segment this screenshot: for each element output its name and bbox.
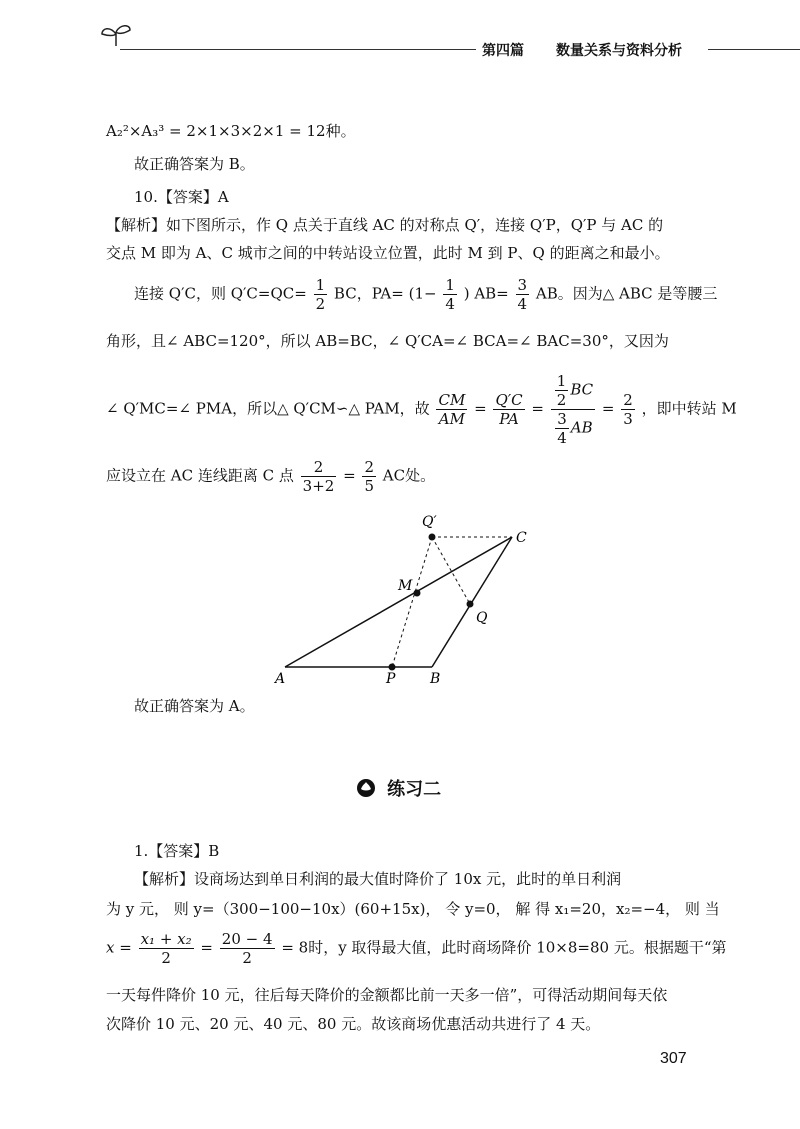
section-title-practice: 练习二: [387, 779, 442, 800]
q10-analysis-l6: 应设立在 AC 连线距离 C 点 $\frac{2}{3+2}$ = $\frac{2}{5}$ AC处。: [106, 458, 436, 495]
header-rule-left: [120, 49, 476, 50]
q10-analysis-l4: 角形，且∠ ABC=120°，所以 AB=BC，∠ Q′CA=∠ BCA=∠ BAC=30°，又因为: [106, 332, 669, 350]
frac-num: 2: [301, 458, 337, 477]
q10-analysis-l2: 交点 M 即为 A、C 城市之间的中转站设立位置，此时 M 到 P、Q 的距离之和最小。: [106, 244, 670, 262]
frac-num: 1: [315, 276, 326, 294]
frac-den: 4: [517, 295, 528, 313]
frac-den: [551, 410, 595, 447]
fraction-2-5: [362, 458, 376, 495]
text-seg: = 8时，y 取得最大值，此时商场降价 10×8=80 元。根据题干“第: [281, 938, 727, 957]
label-m: M: [398, 578, 413, 594]
frac-num: [551, 372, 595, 410]
text-seg: BC，PA=: [333, 284, 404, 303]
frac-num: 1: [556, 372, 567, 390]
point-m: [414, 590, 421, 597]
frac-num: 20 − 4: [221, 930, 273, 948]
fraction-compound: [551, 372, 595, 447]
frac-num: 1: [445, 276, 455, 294]
fraction-2-3plus2: [301, 458, 337, 495]
frac-num: CM: [438, 391, 466, 409]
text-seg: 应设立在 AC 连线距离 C 点: [106, 466, 294, 485]
section-heading: [356, 775, 441, 801]
q10-analysis-l3: [134, 276, 717, 313]
label-a: A: [275, 671, 286, 687]
q10-analysis-l1: 【解析】如下图所示，作 Q 点关于直线 AC 的对称点 Q′，连接 Q′P，Q′P 与 AC 的: [106, 216, 664, 234]
frac-den: 3+2: [302, 477, 335, 495]
point-q: [467, 601, 474, 608]
text-seg: x =: [106, 938, 132, 957]
frac-den: 4: [445, 295, 455, 313]
frac-num: 2: [364, 458, 374, 476]
paren: ): [463, 284, 470, 303]
sprout-icon: [98, 22, 134, 48]
answer-line: 故正确答案为 B。: [134, 155, 255, 173]
frac-num: 2: [623, 391, 633, 409]
point-q-prime: [429, 534, 436, 541]
paren: (1−: [408, 284, 437, 303]
fraction-cm-am: [436, 391, 467, 428]
frac-num: x₁ + x₂: [140, 930, 192, 948]
label-p: P: [386, 671, 396, 687]
lotus-icon: [356, 778, 376, 798]
frac-num: 3: [557, 410, 567, 428]
frac-den: 2: [556, 391, 567, 409]
final-answer: 故正确答案为 A。: [134, 697, 255, 715]
frac-var: AB: [570, 418, 593, 437]
fraction-two-third: [621, 391, 635, 428]
frac-var: BC: [570, 380, 594, 399]
label-q-prime: Q′: [422, 514, 437, 530]
label-c: C: [516, 530, 527, 546]
text-seg: AB=: [474, 284, 509, 303]
q1-analysis-l4: 一天每件降价 10 元，往后每天降价的金额都比前一天多一倍”，可得活动期间每天依: [106, 986, 668, 1004]
q1-analysis-l1: 【解析】设商场达到单日利润的最大值时降价了 10x 元，此时的单日利润: [134, 870, 622, 888]
fraction-20-4: [220, 930, 275, 967]
text-seg: 连接 Q′C，则 Q′C=QC=: [134, 284, 307, 303]
frac-num: 3: [517, 276, 528, 294]
frac-inner: [555, 410, 569, 447]
q1-analysis-l2: 为 y 元， 则 y=（300−100−10x）(60+15x)， 令 y=0， 解 得 x₁=20，x₂=−4， 则 当: [106, 900, 720, 918]
frac-inner: [555, 372, 569, 409]
geometry-figure: [260, 510, 560, 690]
frac-den: 2: [242, 949, 252, 967]
permutation-formula: A₂²×A₃³ = 2×1×3×2×1 = 12种。: [106, 122, 356, 140]
frac-num: Q′C: [495, 391, 523, 409]
page-number: 307: [660, 1050, 687, 1067]
fraction-qc-pa: [493, 391, 524, 428]
q10-analysis-l5: ∠ Q′MC=∠ PMA，所以△ Q′CM∽△ PAM，故 $\frac{CM}{AM}$ = $\frac{Q'C}{PA}$ = $\frac{1}{2}$ BC $\frac{3}{4}$ AB = $\frac{2}{3}$ ，即中转站 M: [106, 372, 737, 447]
segment-qp-q: [432, 537, 470, 604]
fraction-x1x2: [139, 930, 194, 967]
fraction-half: [314, 276, 328, 313]
q10-answer: 10.【答案】A: [134, 188, 229, 206]
label-b: B: [430, 671, 441, 687]
frac-den: 2: [161, 949, 171, 967]
frac-den: 5: [364, 477, 374, 495]
q1-answer: 1.【答案】B: [134, 842, 220, 860]
chapter-title: 第四篇: [482, 43, 524, 59]
fraction-three-quarter: [516, 276, 530, 313]
q1-analysis-l5: 次降价 10 元、20 元、40 元、80 元。故该商场优惠活动共进行了 4 天。: [106, 1015, 601, 1033]
header-rule-right: [708, 49, 800, 50]
frac-den: 4: [557, 429, 567, 447]
text-seg: ，即中转站 M: [641, 399, 737, 418]
text-seg: AB。因为△ ABC 是等腰三: [535, 284, 718, 303]
fraction-quarter: [443, 276, 457, 313]
label-q: Q: [476, 610, 488, 626]
text-seg: ∠ Q′MC=∠ PMA，所以△ Q′CM∽△ PAM，故: [106, 399, 430, 418]
frac-den: AM: [438, 410, 465, 428]
text-seg: AC处。: [382, 466, 436, 485]
point-p: [389, 664, 396, 671]
frac-den: 3: [623, 410, 633, 428]
frac-den: 2: [315, 295, 326, 313]
q1-analysis-l3: x = $\frac{\text{x₁ + x₂}}{2}$ = $\frac{20 - 4}{2}$ = 8时，y 取得最大值，此时商场降价 10×8=80 元。根据题干“第: [106, 930, 727, 967]
section-title: 数量关系与资料分析: [556, 43, 682, 59]
frac-den: PA: [499, 410, 519, 428]
